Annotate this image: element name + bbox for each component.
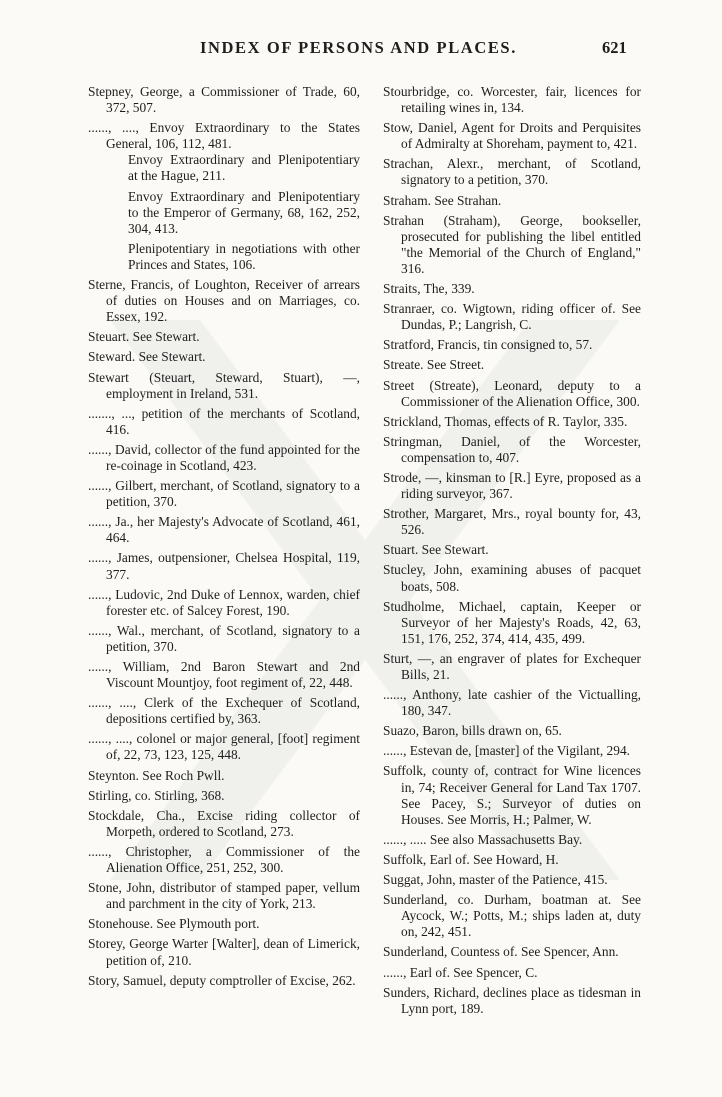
index-entry: ......, William, 2nd Baron Stewart and 2nd Viscount Mountjoy, foot regiment of, 22, 448. <box>88 659 360 691</box>
index-entry: Strode, —, kinsman to [R.] Eyre, proposed as a riding surveyor, 367. <box>383 469 641 502</box>
index-entry: Steward. See Stewart. <box>88 349 206 365</box>
page-title: INDEX OF PERSONS AND PLACES. <box>200 38 517 57</box>
index-entry: Suggat, John, master of the Patience, 415. <box>383 872 608 888</box>
index-entry: Suffolk, county of, contract for Wine licences in, 74; Receiver General for Land Tax 1707. See Pacey, S.; Surveyor of duties on Houses. See Morris, H.; Palmer, W. <box>383 763 641 827</box>
index-entry: ......, James, outpensioner, Chelsea Hospital, 119, 377. <box>88 550 360 582</box>
index-entry: Strickland, Thomas, effects of R. Taylor, 335. <box>383 413 628 429</box>
index-entry: Straits, The, 339. <box>383 281 475 297</box>
index-entry: Sunderland, co. Durham, boatman at. See Aycock, W.; Potts, M.; ships laden at, duty on, 242, 451. <box>383 892 641 940</box>
index-entry: ......, Christopher, a Commissioner of the Alienation Office, 251, 252, 300. <box>88 843 360 876</box>
index-entry: ......., ..., petition of the merchants of Scotland, 416. <box>88 405 360 437</box>
index-entry: Stockdale, Cha., Excise riding collector of Morpeth, ordered to Scotland, 273. <box>88 807 360 839</box>
index-entry: Stow, Daniel, Agent for Droits and Perquisites of Admiralty at Shoreham, payment to, 421. <box>383 120 641 152</box>
index-entry: ......, ..... See also Massachusetts Bay. <box>383 831 583 847</box>
index-entry: Strahan (Straham), George, bookseller, prosecuted for publishing the libel entitled "the Memorial of the Church of England," 316. <box>383 212 641 276</box>
index-entry: Suffolk, Earl of. See Howard, H. <box>383 851 559 867</box>
index-entry: Suazo, Baron, bills drawn on, 65. <box>383 723 562 739</box>
index-entry: Steuart. See Stewart. <box>88 329 200 345</box>
index-entry: Sunders, Richard, declines place as tidesman in Lynn port, 189. <box>383 984 641 1016</box>
index-entry: Stonehouse. See Plymouth port. <box>88 916 260 932</box>
index-entry: Street (Streate), Leonard, deputy to a Commissioner of the Alienation Office, 300. <box>383 377 641 409</box>
index-entry: Sturt, —, an engraver of plates for Exchequer Bills, 21. <box>383 650 641 682</box>
index-entry: Envoy Extraordinary and Plenipotentiary to the Emperor of Germany, 68, 162, 252, 304, 413. <box>128 188 360 236</box>
index-entry: Storey, George Warter [Walter], dean of Limerick, petition of, 210. <box>88 936 360 968</box>
index-entry: Stourbridge, co. Worcester, fair, licences for retailing wines in, 134. <box>383 84 641 116</box>
index-entry: Sterne, Francis, of Loughton, Receiver of arrears of duties on Houses and on Marriages, co. Essex, 192. <box>88 277 360 325</box>
index-entry: ......, David, collector of the fund appointed for the re-coinage in Scotland, 423. <box>88 441 360 473</box>
index-entry: Steynton. See Roch Pwll. <box>88 767 225 783</box>
index-entry: ......, ...., Envoy Extraordinary to the States General, 106, 112, 481. <box>88 120 360 152</box>
index-entry: ......, Anthony, late cashier of the Victualling, 180, 347. <box>383 687 641 719</box>
index-entry: ......, Ja., her Majesty's Advocate of Scotland, 461, 464. <box>88 514 360 546</box>
index-entry: Sunderland, Countess of. See Spencer, Ann. <box>383 944 619 960</box>
left-column <box>88 84 360 993</box>
index-entry: Streate. See Street. <box>383 357 485 373</box>
index-entry: Story, Samuel, deputy comptroller of Excise, 262. <box>88 972 356 988</box>
index-entry: ......, Earl of. See Spencer, C. <box>383 964 538 980</box>
index-entry: Stucley, John, examining abuses of pacquet boats, 508. <box>383 562 641 594</box>
index-entry: ......, Estevan de, [master] of the Vigilant, 294. <box>383 743 630 759</box>
index-entry: ......, ...., colonel or major general, [foot] regiment of, 22, 73, 123, 125, 448. <box>88 731 360 763</box>
page-header <box>0 38 722 68</box>
index-entry: Strother, Margaret, Mrs., royal bounty for, 43, 526. <box>383 506 641 538</box>
index-entry: Plenipotentiary in negotiations with other Princes and States, 106. <box>128 240 360 272</box>
index-entry: Stirling, co. Stirling, 368. <box>88 787 225 803</box>
index-entry: Stratford, Francis, tin consigned to, 57. <box>383 337 593 353</box>
index-entry: Stone, John, distributor of stamped paper, vellum and parchment in the city of York, 213. <box>88 880 360 912</box>
index-entry: Studholme, Michael, captain, Keeper or Surveyor of her Majesty's Roads, 42, 63, 151, 176, 252, 374, 414, 435, 499. <box>383 598 641 646</box>
index-entry: ......, ...., Clerk of the Exchequer of Scotland, depositions certified by, 363. <box>88 695 360 727</box>
index-entry: ......, Gilbert, merchant, of Scotland, signatory to a petition, 370. <box>88 478 360 510</box>
index-entry: Stepney, George, a Commissioner of Trade, 60, 372, 507. <box>88 84 360 116</box>
index-entry: Stringman, Daniel, of the Worcester, compensation to, 407. <box>383 433 641 465</box>
right-column <box>383 84 641 1021</box>
index-entry: Stuart. See Stewart. <box>383 542 489 558</box>
page-number: 621 <box>602 38 627 57</box>
index-entry: Envoy Extraordinary and Plenipotentiary at the Hague, 211. <box>128 152 360 184</box>
index-entry: ......, Wal., merchant, of Scotland, signatory to a petition, 370. <box>88 622 360 654</box>
index-entry: Strachan, Alexr., merchant, of Scotland, signatory to a petition, 370. <box>383 156 641 188</box>
index-entry: Stranraer, co. Wigtown, riding officer of. See Dundas, P.; Langrish, C. <box>383 301 641 333</box>
index-entry: ......, Ludovic, 2nd Duke of Lennox, warden, chief forester etc. of Salcey Forest, 190. <box>88 586 360 618</box>
index-entry: Stewart (Steuart, Steward, Stuart), —, employment in Ireland, 531. <box>88 369 360 401</box>
index-entry: Straham. See Strahan. <box>383 192 502 208</box>
